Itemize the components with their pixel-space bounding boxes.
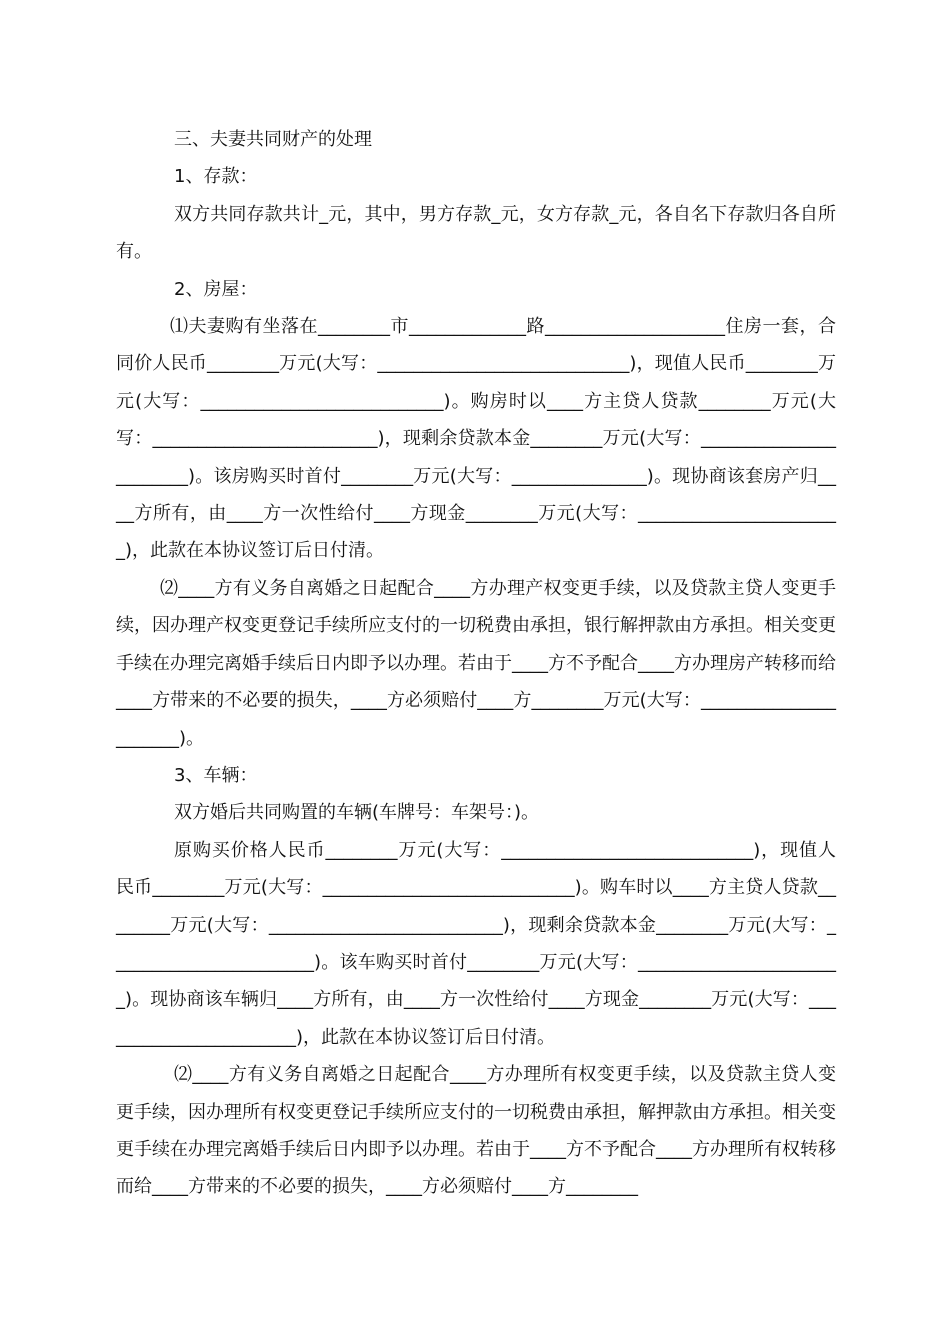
subheading-deposits: 1、存款： (174, 166, 258, 188)
deposits-paragraph: 双方共同存款共计_元，其中，男方存款_元，女方存款_元，各自名下存款归各自所有。 (116, 203, 836, 263)
vehicle-paragraph-1: 原购买价格人民币________万元(大写：____________________________)，现值人民币________万元(大写：____________________________)。购车时以____方主贷人贷款________万元(大写：__________________________)，现剩余贷款本金________万元(大写：_______________________)。该车购买时首付________万元(大写：_______________________)。现协商该车辆归____方所有，由____方一次性给付____方现金________万元(大写：_______________________)，此款在本协议签订后日付清。 (116, 839, 836, 1048)
house-paragraph-2: ⑵____方有义务自离婚之日起配合____方办理产权变更手续，以及贷款主贷人变更手续，因办理产权变更登记手续所应支付的一切税费由承担，银行解押款由方承担。相关变更手续在办理完离婚手续后日内即予以办理。若由于____方不予配合____方办理房产转移而给____方带来的不必要的损失，____方必须赔付____方________万元(大写：______________________)。 (116, 577, 836, 749)
vehicle-intro-paragraph: 双方婚后共同购置的车辆(车牌号：车架号：)。 (174, 802, 540, 824)
vehicle-paragraph-2: ⑵____方有义务自离婚之日起配合____方办理所有权变更手续，以及贷款主贷人变更手续，因办理所有权变更登记手续所应支付的一切税费由承担，解押款由方承担。相关变更手续在办理完离婚手续后日内即予以办理。若由于____方不予配合____方办理所有权转移而给____方带来的不必要的损失，____方必须赔付____方________ (116, 1064, 836, 1198)
document-body (116, 121, 836, 1206)
subheading-house: 2、房屋： (174, 278, 258, 300)
section-heading: 三、夫妻共同财产的处理 (174, 129, 372, 150)
house-paragraph-1: ⑴夫妻购有坐落在________市_____________路____________________住房一套，合同价人民币________万元(大写：____________________________)，现值人民币________万元(大写：___________________________)。购房时以____方主贷人贷款________万元(大写：_________________________)，现剩余贷款本金________万元(大写：_______________________)。该房购买时首付________万元(大写：_______________)。现协商该套房产归____方所有，由____方一次性给付____方现金________万元(大写：_______________________)，此款在本协议签订后日付清。 (116, 316, 836, 562)
subheading-vehicle: 3、车辆： (174, 764, 258, 786)
